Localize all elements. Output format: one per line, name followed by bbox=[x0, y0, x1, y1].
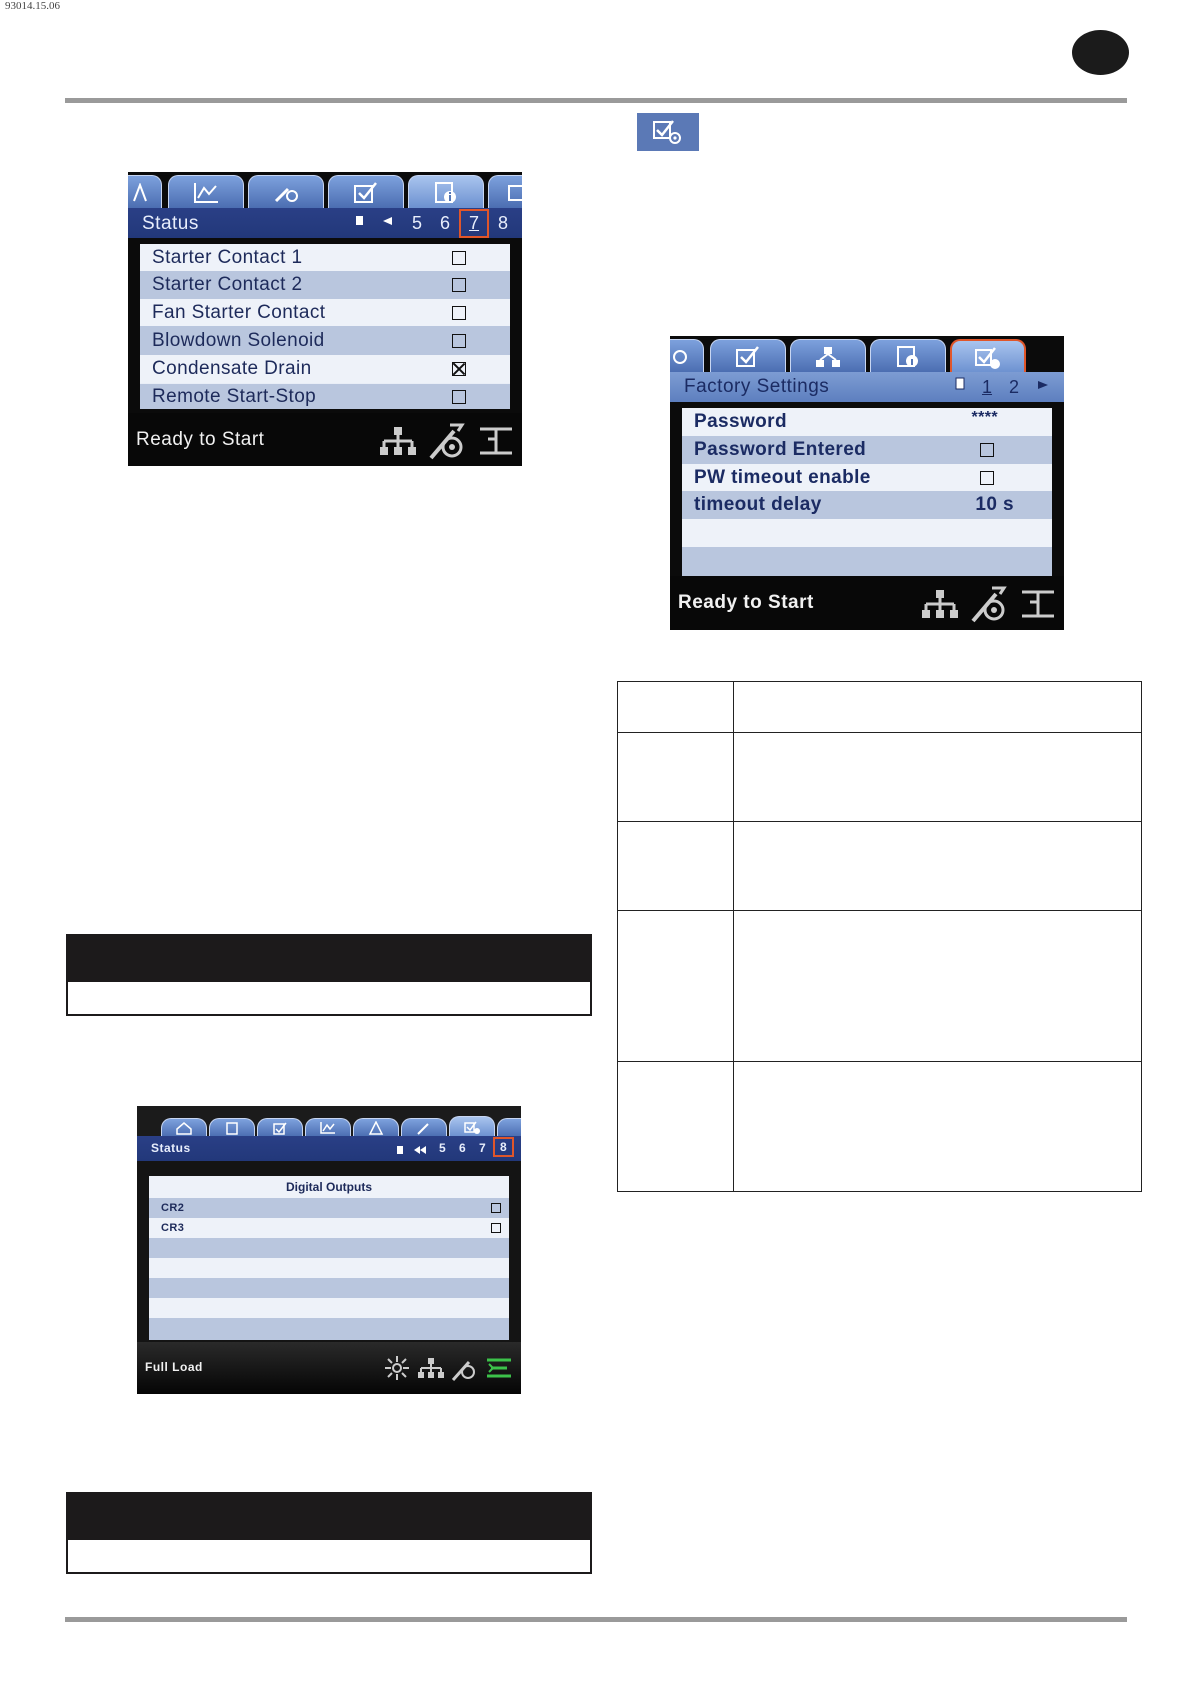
list-item bbox=[140, 271, 510, 299]
wrench-gear-icon[interactable] bbox=[970, 584, 1010, 624]
list-item bbox=[140, 326, 510, 355]
scheduler-icon[interactable] bbox=[1020, 588, 1056, 620]
list-item bbox=[682, 491, 1052, 519]
status-footer bbox=[137, 1342, 521, 1394]
checkbox bbox=[491, 1203, 501, 1213]
page-8-selected[interactable]: 8 bbox=[493, 1137, 514, 1157]
checkbox-checked bbox=[452, 362, 466, 376]
document-code: 93014.15.06 bbox=[5, 0, 60, 12]
prev-page-icon[interactable] bbox=[413, 1140, 427, 1161]
tab-bar bbox=[670, 336, 1064, 372]
page-icon bbox=[395, 1140, 405, 1161]
table-cell bbox=[618, 911, 734, 1062]
checkbox bbox=[452, 251, 466, 265]
tab-factory-settings[interactable] bbox=[488, 175, 522, 209]
list-item bbox=[682, 408, 1052, 436]
row-label: Password Entered bbox=[694, 439, 867, 460]
tab-status[interactable] bbox=[209, 1118, 255, 1137]
list-item bbox=[140, 384, 510, 409]
wrench-gear-icon[interactable] bbox=[428, 421, 468, 461]
scheduler-icon[interactable] bbox=[478, 425, 514, 457]
status-list bbox=[140, 244, 510, 384]
note-box-1-header bbox=[66, 934, 592, 982]
table-cell bbox=[734, 911, 1142, 1062]
page-icon bbox=[954, 376, 966, 397]
list-title: Digital Outputs bbox=[286, 1180, 372, 1194]
row-label: Password bbox=[694, 411, 787, 432]
table-cell bbox=[618, 733, 734, 822]
list-item bbox=[140, 299, 510, 326]
tab-bar bbox=[137, 1106, 521, 1136]
hmi-screen-factory-settings bbox=[670, 336, 1064, 630]
tab-status[interactable] bbox=[408, 175, 484, 209]
screen-title: Status bbox=[151, 1141, 191, 1155]
list-item-empty bbox=[149, 1278, 509, 1298]
tab-maintenance[interactable] bbox=[401, 1118, 447, 1137]
row-label: CR3 bbox=[161, 1222, 185, 1234]
list-item-empty bbox=[149, 1318, 509, 1340]
table-cell bbox=[734, 682, 1142, 733]
settings-list bbox=[682, 408, 1052, 576]
list-item-empty bbox=[682, 547, 1052, 576]
row-label: CR2 bbox=[161, 1202, 185, 1214]
list-item bbox=[682, 436, 1052, 464]
tab-maintenance[interactable] bbox=[670, 339, 704, 373]
machine-status: Full Load bbox=[145, 1360, 203, 1374]
tab-network[interactable] bbox=[790, 339, 866, 373]
network-icon[interactable] bbox=[417, 1356, 445, 1380]
list-item bbox=[140, 355, 510, 383]
tab-bar bbox=[128, 172, 522, 208]
page-7-selected[interactable]: 7 bbox=[459, 209, 489, 238]
list-item-empty bbox=[149, 1258, 509, 1278]
header-bar bbox=[670, 372, 1064, 402]
network-icon[interactable] bbox=[920, 588, 960, 620]
machine-status: Ready to Start bbox=[136, 429, 265, 450]
list-item bbox=[149, 1218, 509, 1238]
fan-icon[interactable] bbox=[383, 1354, 411, 1382]
row-label: Blowdown Solenoid bbox=[152, 330, 325, 351]
footer-rule bbox=[65, 1617, 1127, 1622]
tab-settings[interactable] bbox=[710, 339, 786, 373]
tab-settings[interactable] bbox=[328, 175, 404, 209]
tab-status[interactable] bbox=[870, 339, 946, 373]
machine-status: Ready to Start bbox=[678, 592, 814, 613]
timeout-value[interactable]: 10 s bbox=[975, 494, 1014, 515]
row-label: Starter Contact 1 bbox=[152, 247, 303, 268]
network-icon[interactable] bbox=[378, 425, 418, 457]
checkbox[interactable] bbox=[980, 443, 994, 457]
checkbox[interactable] bbox=[980, 471, 994, 485]
screen-title: Factory Settings bbox=[684, 376, 830, 397]
list-item-empty bbox=[682, 519, 1052, 547]
row-label: Fan Starter Contact bbox=[152, 302, 326, 323]
header-bar bbox=[128, 208, 522, 238]
parameter-table bbox=[617, 681, 1142, 1192]
page-5[interactable]: 5 bbox=[439, 1141, 446, 1155]
checkbox bbox=[452, 306, 466, 320]
note-box-2-header bbox=[66, 1492, 592, 1540]
page-6[interactable]: 6 bbox=[459, 1141, 466, 1155]
row-label: Remote Start-Stop bbox=[152, 386, 317, 407]
list-item-empty bbox=[149, 1298, 509, 1318]
tab-alarm[interactable] bbox=[128, 175, 162, 209]
table-row bbox=[618, 911, 1142, 1062]
tab-trend[interactable] bbox=[168, 175, 244, 209]
checkbox bbox=[491, 1223, 501, 1233]
checkbox bbox=[452, 334, 466, 348]
list-item bbox=[682, 464, 1052, 491]
row-label: timeout delay bbox=[694, 494, 822, 515]
status-footer bbox=[670, 576, 1064, 630]
list-item bbox=[140, 244, 510, 271]
row-label: Starter Contact 2 bbox=[152, 274, 303, 295]
table-cell bbox=[734, 822, 1142, 911]
row-label: Condensate Drain bbox=[152, 358, 312, 379]
tab-alarm[interactable] bbox=[353, 1118, 399, 1137]
page-icon bbox=[354, 212, 366, 233]
list-item-empty bbox=[149, 1238, 509, 1258]
table-row bbox=[618, 822, 1142, 911]
wrench-gear-icon[interactable] bbox=[451, 1354, 479, 1382]
screen-title: Status bbox=[142, 213, 199, 234]
tab-home[interactable] bbox=[161, 1118, 207, 1137]
note-box-1-body bbox=[66, 982, 592, 1016]
table-cell bbox=[618, 1062, 734, 1192]
tab-maintenance[interactable] bbox=[248, 175, 324, 209]
digital-outputs-list bbox=[149, 1176, 509, 1340]
page-5[interactable]: 5 bbox=[412, 213, 423, 233]
checkbox bbox=[452, 390, 466, 404]
status-footer bbox=[128, 413, 522, 466]
table-cell bbox=[734, 733, 1142, 822]
tab-trend[interactable] bbox=[305, 1118, 351, 1137]
table-cell bbox=[734, 1062, 1142, 1192]
hmi-screen-status-page-7 bbox=[128, 172, 522, 466]
factory-settings-icon bbox=[637, 113, 699, 151]
table-cell bbox=[618, 822, 734, 911]
tab-settings[interactable] bbox=[257, 1118, 303, 1137]
header-rule bbox=[65, 98, 1127, 103]
hmi-screen-status-page-8 bbox=[137, 1106, 521, 1394]
page-7[interactable]: 7 bbox=[479, 1141, 486, 1155]
tab-factory-settings[interactable] bbox=[950, 339, 1026, 374]
tab-factory-settings[interactable] bbox=[449, 1116, 495, 1137]
table-row bbox=[618, 1062, 1142, 1192]
table-cell bbox=[618, 682, 734, 733]
row-label: PW timeout enable bbox=[694, 467, 871, 488]
page-6[interactable]: 6 bbox=[440, 213, 451, 233]
table-row bbox=[618, 733, 1142, 822]
page-number-badge bbox=[1072, 30, 1129, 75]
page-2[interactable]: 2 bbox=[1009, 377, 1020, 397]
table-row bbox=[618, 682, 1142, 733]
tab-more[interactable] bbox=[497, 1118, 521, 1137]
checkbox bbox=[452, 278, 466, 292]
prev-page-icon[interactable] bbox=[380, 212, 394, 233]
next-page-icon[interactable] bbox=[1036, 376, 1050, 397]
status-list-last bbox=[140, 384, 510, 409]
note-box-2-body bbox=[66, 1540, 592, 1574]
list-item bbox=[149, 1198, 509, 1218]
load-icon[interactable] bbox=[485, 1356, 513, 1380]
password-value[interactable]: **** bbox=[971, 409, 998, 426]
page-1-selected[interactable]: 1 bbox=[982, 377, 993, 397]
header-bar bbox=[137, 1136, 521, 1161]
page-8[interactable]: 8 bbox=[498, 213, 509, 233]
